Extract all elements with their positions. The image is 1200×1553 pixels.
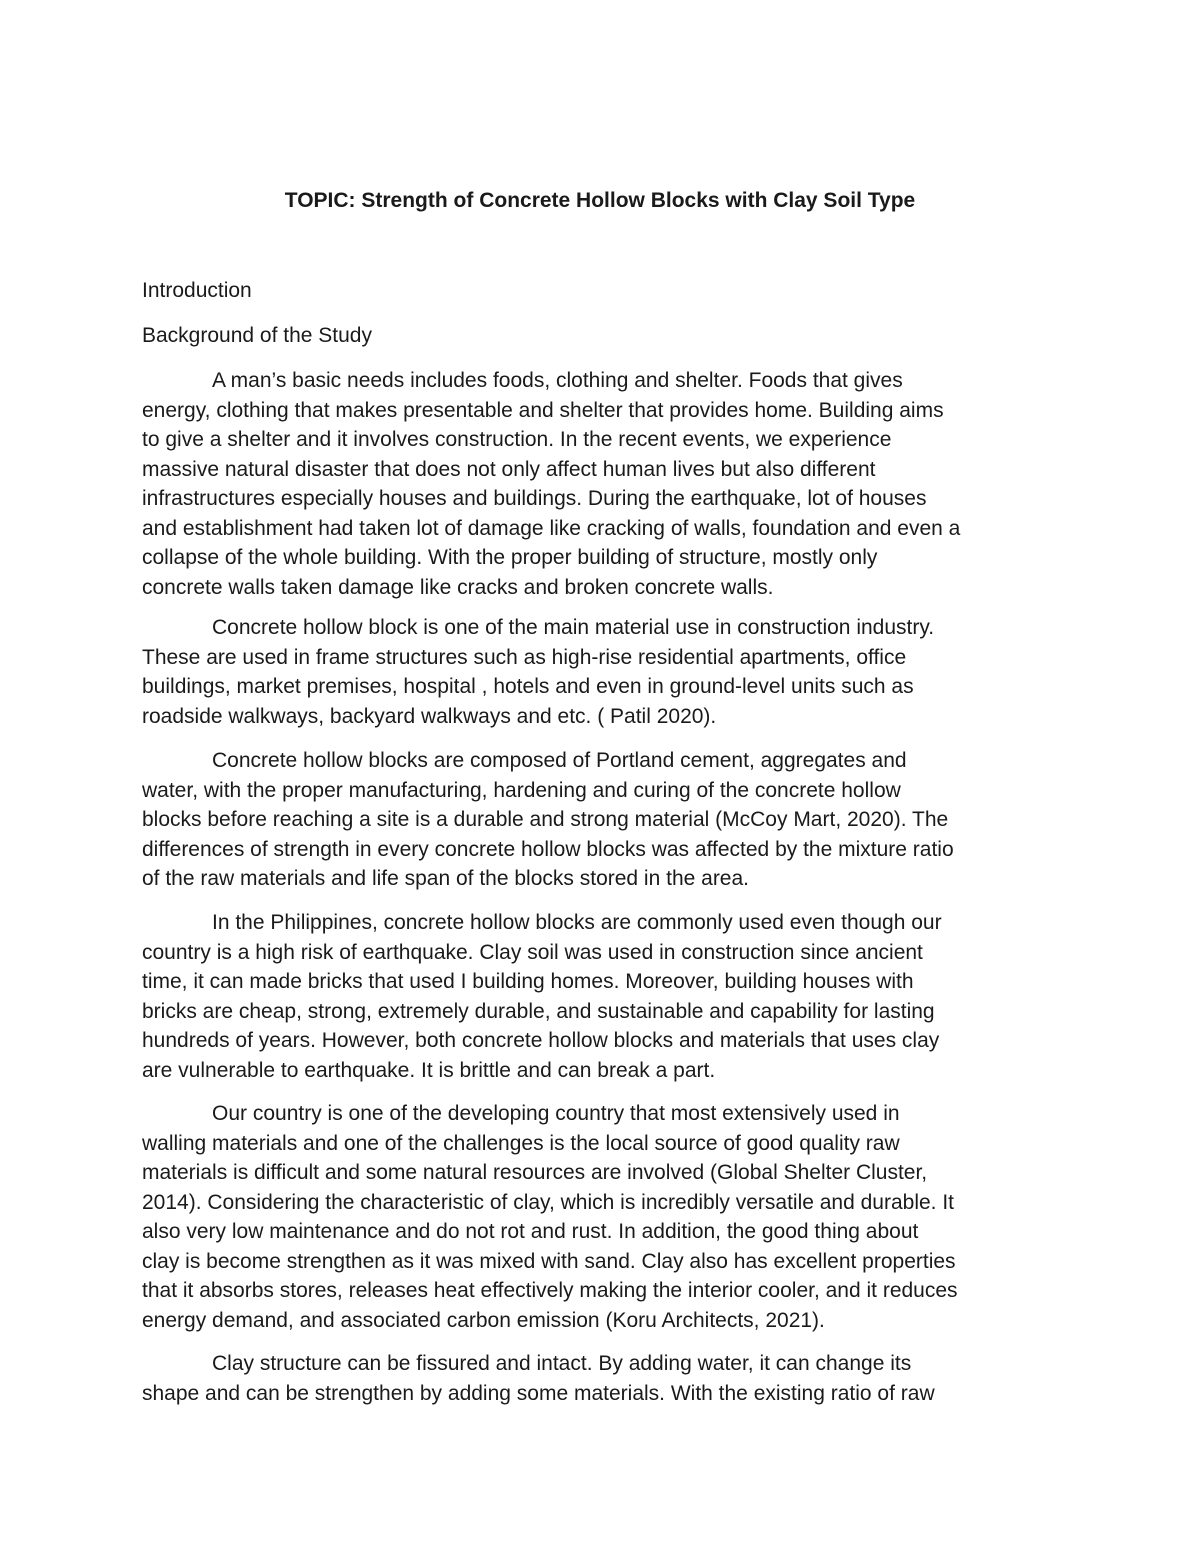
paragraph-line: of the raw materials and life span of the blocks stored in the area. (142, 867, 750, 890)
paragraph-line: blocks before reaching a site is a durable and strong material (McCoy Mart, 2020). The (142, 808, 949, 831)
paragraph-3 (142, 746, 1072, 894)
paragraph-line: infrastructures especially houses and buildings. During the earthquake, lot of houses (142, 487, 927, 510)
paragraph-line: materials is difficult and some natural resources are involved (Global Shelter Cluster, (142, 1161, 928, 1184)
paragraph-5 (142, 1099, 1072, 1335)
paragraph-line: These are used in frame structures such as high-rise residential apartments, office (142, 645, 907, 669)
paragraph-line: water, with the proper manufacturing, hardening and curing of the concrete hollow (142, 778, 901, 802)
paragraph-line: Concrete hollow blocks are composed of Portland cement, aggregates and (212, 749, 907, 772)
paragraph-line: hundreds of years. However, both concrete hollow blocks and materials that uses clay (142, 1029, 940, 1052)
paragraph-line: also very low maintenance and do not rot and rust. In addition, the good thing about (142, 1220, 919, 1243)
paragraph-2 (142, 613, 1072, 731)
paragraph-line: A man’s basic needs includes foods, clothing and shelter. Foods that gives (212, 369, 903, 392)
paragraph-line: roadside walkways, backyard walkways and etc. ( Patil 2020). (142, 704, 717, 728)
section-heading-introduction: Introduction (142, 279, 252, 302)
document-title: TOPIC: Strength of Concrete Hollow Blocks with Clay Soil Type (284, 189, 916, 212)
paragraph-line: that it absorbs stores, releases heat effectively making the interior cooler, and it reduces (142, 1279, 958, 1302)
paragraph-line: concrete walls taken damage like cracks and broken concrete walls. (142, 575, 774, 599)
paragraph-line: country is a high risk of earthquake. Clay soil was used in construction since ancient (142, 940, 923, 964)
paragraph-4 (142, 908, 1072, 1085)
paragraph-line: Clay structure can be fissured and intact. By adding water, it can change its (212, 1352, 912, 1375)
paragraph-line: walling materials and one of the challenges is the local source of good quality raw (142, 1131, 900, 1155)
paragraph-line: energy, clothing that makes presentable and shelter that provides home. Building aims (142, 398, 944, 422)
paragraph-line: massive natural disaster that does not only affect human lives but also different (142, 457, 876, 481)
section-heading-background: Background of the Study (142, 324, 372, 347)
paragraph-line: differences of strength in every concrete hollow blocks was affected by the mixture ratio (142, 837, 954, 861)
paragraph-line: and establishment had taken lot of damage like cracking of walls, foundation and even a (142, 516, 961, 540)
paragraph-line: Concrete hollow block is one of the main material use in construction industry. (212, 616, 935, 639)
paragraph-line: time, it can made bricks that used I building homes. Moreover, building houses with (142, 970, 914, 993)
paragraph-line: clay is become strengthen as it was mixed with sand. Clay also has excellent properties (142, 1249, 956, 1273)
paragraph-line: collapse of the whole building. With the proper building of structure, mostly only (142, 546, 878, 569)
paragraph-line: 2014). Considering the characteristic of clay, which is incredibly versatile and durable. It (142, 1190, 955, 1214)
paragraph-line: are vulnerable to earthquake. It is brittle and can break a part. (142, 1058, 716, 1082)
paragraph-line: shape and can be strengthen by adding some materials. With the existing ratio of raw (142, 1381, 935, 1405)
paragraph-line: bricks are cheap, strong, extremely durable, and sustainable and capability for lasting (142, 999, 935, 1023)
paragraph-line: to give a shelter and it involves construction. In the recent events, we experience (142, 428, 892, 451)
paragraph-line: Our country is one of the developing country that most extensively used in (212, 1102, 900, 1125)
paragraph-6 (142, 1349, 1072, 1408)
paragraph-1 (142, 366, 1072, 602)
paragraph-line: buildings, market premises, hospital , hotels and even in ground-level units such as (142, 675, 914, 698)
paragraph-line: energy demand, and associated carbon emission (Koru Architects, 2021). (142, 1308, 825, 1332)
paragraph-line: In the Philippines, concrete hollow blocks are commonly used even though our (212, 911, 942, 934)
